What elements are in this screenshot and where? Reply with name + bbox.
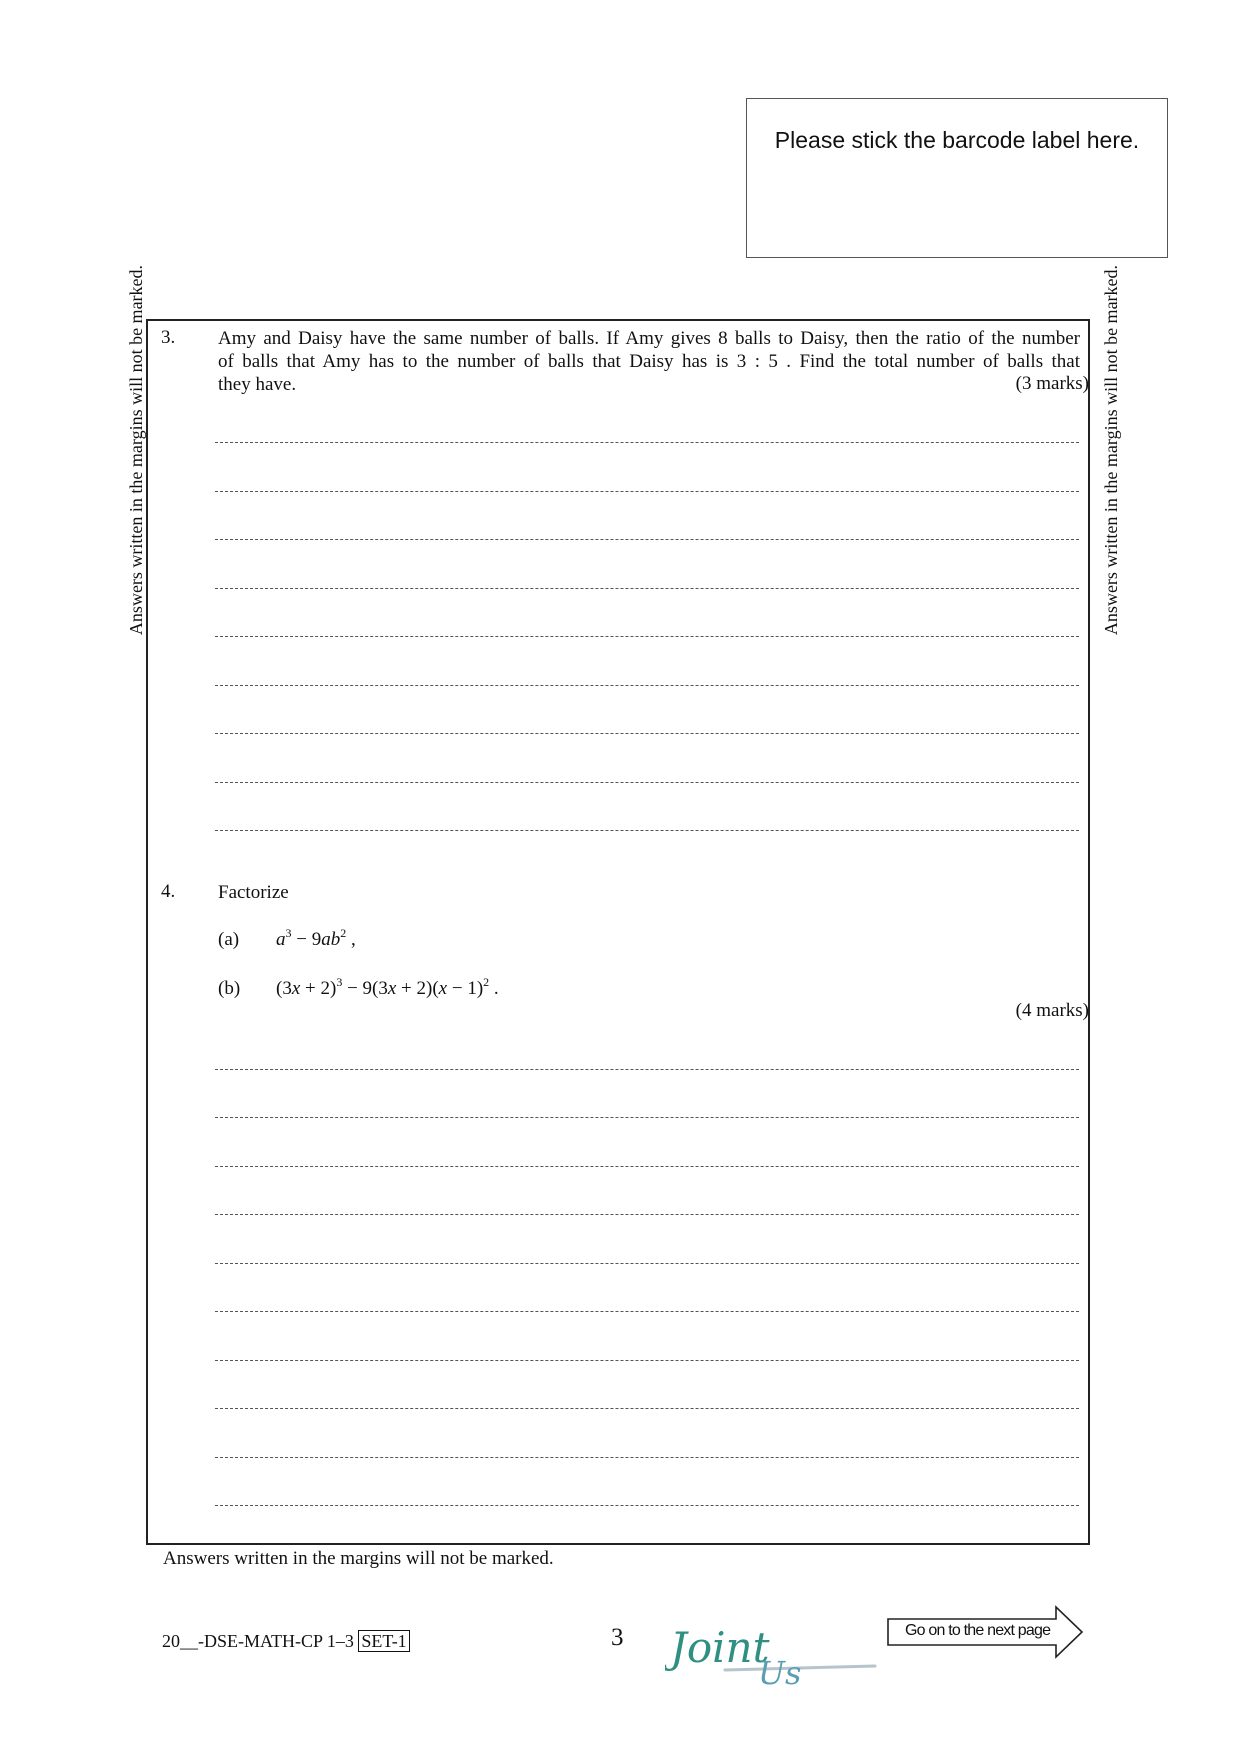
paper-code <box>162 1631 410 1652</box>
q3-answer-line-8[interactable] <box>215 782 1079 783</box>
page-number: 3 <box>611 1624 624 1651</box>
q4-answer-line-7[interactable] <box>215 1360 1079 1361</box>
q3-line-2: of balls that Amy has to the number of balls that Daisy has is 3 : 5 . Find the total number of balls that <box>218 351 1080 372</box>
q4-answer-line-9[interactable] <box>215 1457 1079 1458</box>
right-margin-note: Answers written in the margins will not be marked. <box>1101 264 1121 636</box>
joint-us-logo <box>665 1618 880 1688</box>
barcode-label-area <box>746 98 1168 258</box>
bottom-margin-note: Answers written in the margins will not be marked. <box>163 1548 554 1569</box>
q3-answer-line-3[interactable] <box>215 539 1079 540</box>
q3-answer-line-2[interactable] <box>215 491 1079 492</box>
q3-answer-line-9[interactable] <box>215 830 1079 831</box>
q4b-expression: $(3x + 2)^3 - 9(3x + 2)(x - 1)^2$ . <box>276 975 499 999</box>
q4-answer-line-6[interactable] <box>215 1311 1079 1312</box>
q3-number: 3. <box>161 327 176 348</box>
q4-prompt: Factorize <box>218 882 289 903</box>
q4b-label: (b) <box>218 978 241 999</box>
set-badge: SET-1 <box>358 1630 409 1652</box>
next-page-label[interactable]: Go on to the next page <box>905 1622 1051 1639</box>
q4-answer-line-10[interactable] <box>215 1505 1079 1506</box>
q3-answer-line-4[interactable] <box>215 588 1079 589</box>
q4-answer-line-5[interactable] <box>215 1263 1079 1264</box>
q3-answer-line-5[interactable] <box>215 636 1079 637</box>
q4-answer-line-8[interactable] <box>215 1408 1079 1409</box>
q4-answer-line-1[interactable] <box>215 1069 1079 1070</box>
q4-number: 4. <box>161 881 176 902</box>
q4a-expression: $a^3 - 9ab^2$ , <box>276 926 356 950</box>
svg-text:Joint: Joint <box>670 1623 770 1672</box>
q3-answer-line-1[interactable] <box>215 442 1079 443</box>
q4-answer-line-2[interactable] <box>215 1117 1079 1118</box>
q3-line-3: they have. <box>218 374 297 395</box>
svg-text:Us: Us <box>758 1654 802 1688</box>
q3-marks: (3 marks) <box>1015 373 1089 394</box>
q3-answer-line-7[interactable] <box>215 733 1079 734</box>
paper-code-text: 20__-DSE-MATH-CP 1–3 <box>162 1631 354 1651</box>
barcode-instruction: Please stick the barcode label here. <box>774 127 1140 153</box>
q4-answer-line-3[interactable] <box>215 1166 1079 1167</box>
q4-marks: (4 marks) <box>1015 1000 1089 1021</box>
left-margin-note: Answers written in the margins will not be marked. <box>126 264 146 636</box>
q4a-label: (a) <box>218 929 240 950</box>
q3-line-1: Amy and Daisy have the same number of balls. If Amy gives 8 balls to Daisy, then the ratio of the number <box>218 328 1080 349</box>
q3-answer-line-6[interactable] <box>215 685 1079 686</box>
q4-answer-line-4[interactable] <box>215 1214 1079 1215</box>
